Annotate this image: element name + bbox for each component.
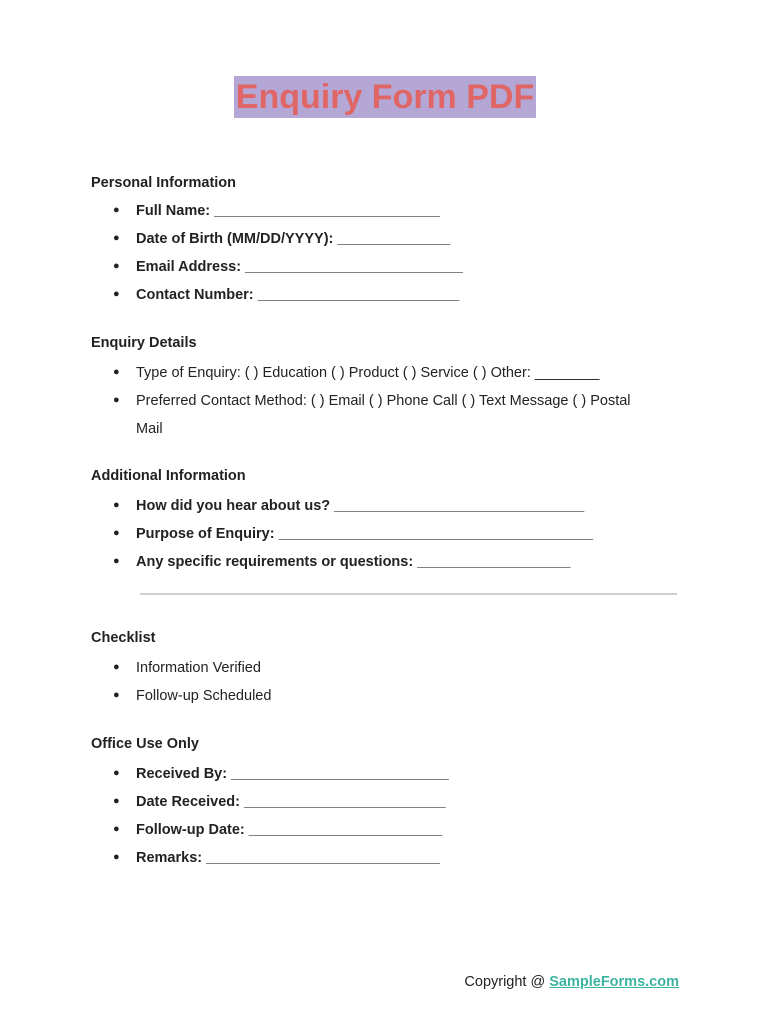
contact-method-continuation: Mail [136,421,163,437]
bullet-icon: ● [113,527,120,539]
list-item [113,554,570,570]
checklist-item-information-verified: Information Verified [136,660,261,676]
list-item [113,794,446,810]
remarks-field-label: Remarks: _____________________________ [136,850,440,866]
section-heading-personal: Personal Information [91,175,237,191]
section-heading-checklist: Checklist [91,630,156,646]
date-received-field-label: Date Received: _________________________ [136,794,446,810]
hear-about-us-field-label: How did you hear about us? _______________________________ [136,498,585,514]
list-item [113,287,459,303]
bullet-icon: ● [113,499,120,511]
bullet-icon: ● [113,232,120,244]
bullet-icon: ● [113,689,120,701]
date-of-birth-field-label: Date of Birth (MM/DD/YYYY): ______________ [136,231,451,247]
list-item [113,822,442,838]
bullet-icon: ● [113,260,120,272]
list-item [113,393,631,409]
requirements-field-label: Any specific requirements or questions: ___________________ [136,554,571,570]
list-item [113,766,449,782]
copyright-prefix: Copyright @ [464,974,550,990]
full-name-field-label: Full Name: ____________________________ [136,203,440,219]
contact-method-options: Preferred Contact Method: ( ) Email ( ) Phone Call ( ) Text Message ( ) Postal [136,393,631,409]
bullet-icon: ● [113,661,120,673]
bullet-icon: ● [113,823,120,835]
list-item [113,231,450,247]
section-heading-enquiry: Enquiry Details [91,335,197,351]
list-item [113,365,599,381]
enquiry-type-options: Type of Enquiry: ( ) Education ( ) Product ( ) Service ( ) Other: ________ [136,365,600,381]
email-field-label: Email Address: ___________________________ [136,259,463,275]
page-title: Enquiry Form PDF [235,78,535,116]
brand-link[interactable]: SampleForms.com [549,974,679,990]
bullet-icon: ● [113,767,120,779]
bullet-icon: ● [113,851,120,863]
bullet-icon: ● [113,795,120,807]
section-divider [140,593,677,595]
purpose-field-label: Purpose of Enquiry: _______________________________________ [136,526,594,542]
list-item [113,850,440,866]
bullet-icon: ● [113,204,120,216]
follow-up-date-field-label: Follow-up Date: ________________________ [136,822,443,838]
checklist-item-follow-up-scheduled: Follow-up Scheduled [136,688,272,704]
list-item [113,203,440,219]
list-item [113,660,261,676]
received-by-field-label: Received By: ___________________________ [136,766,449,782]
list-item [113,498,584,514]
title-container [0,76,770,118]
list-item [113,688,271,704]
section-heading-office: Office Use Only [91,736,199,752]
copyright-footer [464,974,679,990]
bullet-icon: ● [113,394,120,406]
list-item [113,526,593,542]
bullet-icon: ● [113,288,120,300]
contact-number-field-label: Contact Number: _________________________ [136,287,460,303]
list-item [113,259,463,275]
bullet-icon: ● [113,555,120,567]
bullet-icon: ● [113,366,120,378]
section-heading-additional: Additional Information [91,468,246,484]
